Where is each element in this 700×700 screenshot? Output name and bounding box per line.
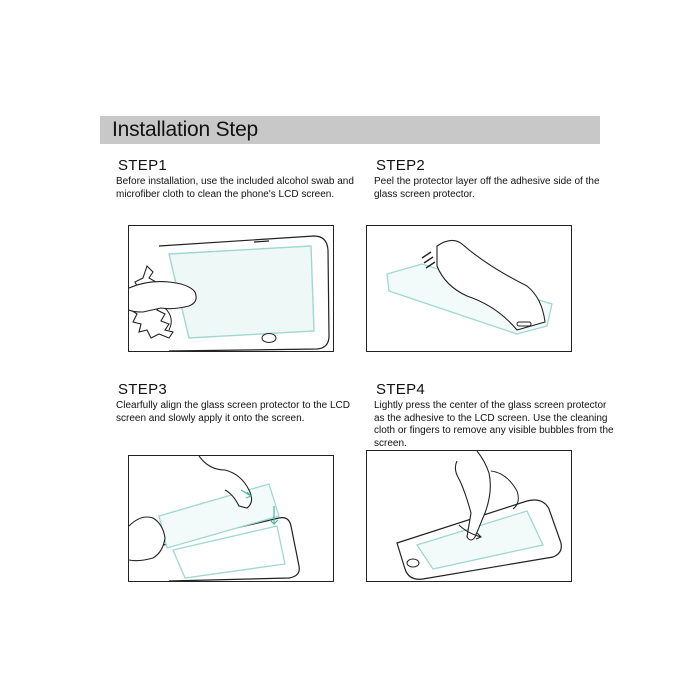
page-title: Installation Step bbox=[112, 118, 259, 141]
step-2-description: Peel the protector layer off the adhesive side of the glass screen protector. bbox=[374, 176, 600, 200]
step-2 bbox=[374, 157, 614, 201]
step-1 bbox=[116, 157, 356, 201]
step-3-illustration bbox=[128, 455, 334, 582]
step-3-title: STEP3 bbox=[118, 381, 168, 398]
section-banner bbox=[100, 116, 600, 144]
step-1-description: Before installation, use the included alcohol swab and microfiber cloth to clean the phone's LCD screen. bbox=[116, 176, 354, 200]
phone-cleaning-illustration bbox=[129, 226, 333, 351]
step-4-description: Lightly press the center of the glass screen protector as the adhesive to the LCD screen. Use the cleaning cloth or fingers to remove any visible bubbles from the screen. bbox=[374, 400, 614, 449]
step-4-illustration bbox=[366, 450, 572, 582]
step-1-title: STEP1 bbox=[118, 157, 168, 174]
step-2-title: STEP2 bbox=[376, 157, 426, 174]
step-1-illustration bbox=[128, 225, 334, 352]
step-4 bbox=[374, 381, 614, 450]
align-protector-illustration bbox=[129, 456, 333, 581]
step-4-title: STEP4 bbox=[376, 381, 426, 398]
step-3 bbox=[116, 381, 356, 425]
peel-protector-illustration bbox=[367, 226, 571, 351]
step-3-description: Clearfully align the glass screen protector to the LCD screen and slowly apply it onto the screen. bbox=[116, 400, 351, 424]
step-2-illustration bbox=[366, 225, 572, 352]
press-bubbles-illustration bbox=[367, 451, 571, 581]
